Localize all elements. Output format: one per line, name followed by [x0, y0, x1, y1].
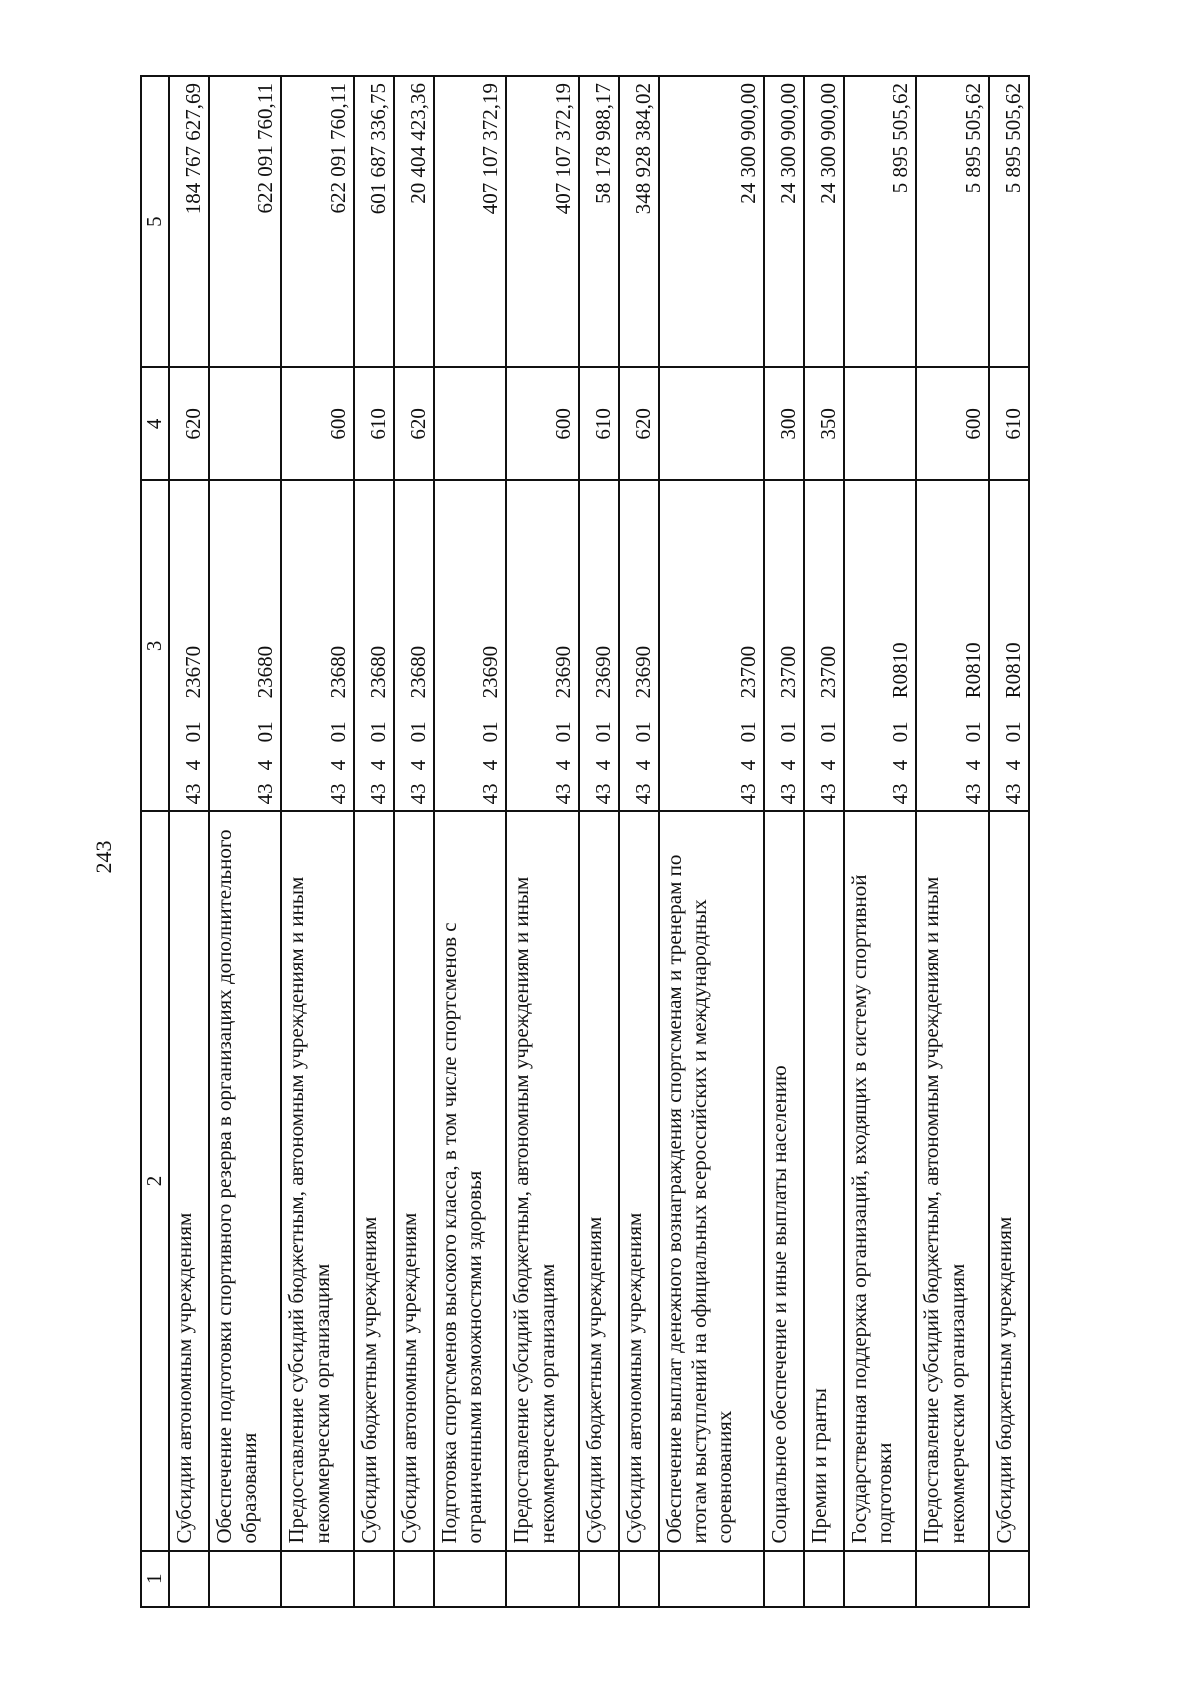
code-part: 4: [775, 759, 800, 771]
row-expense-type-cell: 600: [281, 367, 353, 480]
row-code-cell: [169, 480, 209, 811]
table-row: [506, 76, 578, 1607]
row-expense-type-cell: 600: [916, 367, 988, 480]
table-row: [804, 76, 844, 1607]
row-code-cell: [394, 480, 434, 811]
row-expense-type-cell: [434, 367, 506, 480]
table-row: [579, 76, 619, 1607]
code-part: 01: [405, 721, 430, 743]
code-part: 43: [478, 783, 503, 805]
row-name-cell: Подготовка спортсменов высокого класса, в том числе спортсменов с ограниченными возможностями здоровья: [434, 811, 506, 1550]
row-code-cell: [354, 480, 394, 811]
row-index-cell: [989, 1551, 1029, 1607]
code-part: 23680: [365, 645, 390, 699]
code-part: 4: [630, 759, 655, 771]
row-index-cell: [209, 1551, 281, 1607]
row-name-cell: Государственная поддержка организаций, входящих в систему спортивной подготовки: [844, 811, 916, 1550]
row-expense-type-cell: 620: [169, 367, 209, 480]
code-part: 43: [325, 783, 350, 805]
code-part: 43: [630, 783, 655, 805]
code-part: 01: [960, 721, 985, 743]
row-expense-type-cell: 610: [989, 367, 1029, 480]
table-row: [281, 76, 353, 1607]
code-part: 43: [180, 783, 205, 805]
code-part: 23700: [735, 645, 760, 699]
code-part: 4: [253, 759, 278, 771]
code-part: 4: [888, 759, 913, 771]
table-row: [659, 76, 764, 1607]
header-col-1: 1: [141, 1551, 169, 1607]
row-code-cell: [506, 480, 578, 811]
row-index-cell: [844, 1551, 916, 1607]
table-row: [916, 76, 988, 1607]
row-code-cell: [281, 480, 353, 811]
page-number: 243: [91, 840, 116, 874]
code-part: 23690: [478, 645, 503, 699]
row-expense-type-cell: 600: [506, 367, 578, 480]
code-part: 23700: [815, 645, 840, 699]
budget-table-container: [140, 75, 1030, 1608]
row-code-cell: [989, 480, 1029, 811]
row-index-cell: [579, 1551, 619, 1607]
row-code-cell: [916, 480, 988, 811]
code-part: 43: [365, 783, 390, 805]
table-row: [434, 76, 506, 1607]
row-index-cell: [434, 1551, 506, 1607]
row-expense-type-cell: 620: [394, 367, 434, 480]
table-row: [169, 76, 209, 1607]
row-index-cell: [354, 1551, 394, 1607]
row-index-cell: [804, 1551, 844, 1607]
row-amount-cell: 5 895 505,62: [916, 76, 988, 367]
code-part: 4: [735, 759, 760, 771]
row-amount-cell: 58 178 988,17: [579, 76, 619, 367]
row-amount-cell: 622 091 760,11: [281, 76, 353, 367]
table-row: [989, 76, 1029, 1607]
row-index-cell: [764, 1551, 804, 1607]
row-name-cell: Субсидии автономным учреждениям: [394, 811, 434, 1550]
code-part: 43: [815, 783, 840, 805]
row-expense-type-cell: 300: [764, 367, 804, 480]
row-name-cell: Субсидии автономным учреждениям: [619, 811, 659, 1550]
code-part: 23680: [405, 645, 430, 699]
code-part: 4: [365, 759, 390, 771]
row-amount-cell: 407 107 372,19: [434, 76, 506, 367]
row-expense-type-cell: 610: [579, 367, 619, 480]
row-code-cell: [434, 480, 506, 811]
code-part: R0810: [960, 642, 985, 699]
code-part: 01: [630, 721, 655, 743]
code-part: 43: [1000, 783, 1025, 805]
row-index-cell: [619, 1551, 659, 1607]
row-code-cell: [764, 480, 804, 811]
code-part: 4: [590, 759, 615, 771]
header-row: [141, 76, 169, 1607]
code-part: 43: [960, 783, 985, 805]
row-name-cell: Субсидии автономным учреждениям: [169, 811, 209, 1550]
code-part: 23690: [630, 645, 655, 699]
code-part: 4: [180, 759, 205, 771]
code-part: 4: [815, 759, 840, 771]
code-part: 4: [478, 759, 503, 771]
table-row: [394, 76, 434, 1607]
code-part: 23690: [550, 645, 575, 699]
table-row: [209, 76, 281, 1607]
row-expense-type-cell: 350: [804, 367, 844, 480]
row-name-cell: Субсидии бюджетным учреждениям: [354, 811, 394, 1550]
row-amount-cell: 184 767 627,69: [169, 76, 209, 367]
row-amount-cell: 5 895 505,62: [844, 76, 916, 367]
row-index-cell: [281, 1551, 353, 1607]
code-part: R0810: [1000, 642, 1025, 699]
code-part: 43: [405, 783, 430, 805]
row-index-cell: [169, 1551, 209, 1607]
header-col-3: 3: [141, 480, 169, 811]
row-code-cell: [619, 480, 659, 811]
code-part: 23700: [775, 645, 800, 699]
code-part: 01: [735, 721, 760, 743]
code-part: 43: [253, 783, 278, 805]
row-amount-cell: 348 928 384,02: [619, 76, 659, 367]
code-part: 43: [735, 783, 760, 805]
code-part: 43: [550, 783, 575, 805]
header-col-5: 5: [141, 76, 169, 367]
code-part: 01: [325, 721, 350, 743]
code-part: 01: [775, 721, 800, 743]
code-part: 01: [253, 721, 278, 743]
header-col-2: 2: [141, 811, 169, 1550]
row-name-cell: Субсидии бюджетным учреждениям: [579, 811, 619, 1550]
row-code-cell: [804, 480, 844, 811]
code-part: 4: [1000, 759, 1025, 771]
row-name-cell: Предоставление субсидий бюджетным, автономным учреждениям и иным некоммерческим организациям: [916, 811, 988, 1550]
row-amount-cell: 5 895 505,62: [989, 76, 1029, 367]
row-expense-type-cell: 620: [619, 367, 659, 480]
row-index-cell: [506, 1551, 578, 1607]
row-amount-cell: 24 300 900,00: [764, 76, 804, 367]
code-part: 4: [550, 759, 575, 771]
code-part: 01: [180, 721, 205, 743]
row-expense-type-cell: 610: [354, 367, 394, 480]
row-code-cell: [659, 480, 764, 811]
code-part: R0810: [888, 642, 913, 699]
code-part: 4: [405, 759, 430, 771]
row-expense-type-cell: [844, 367, 916, 480]
row-index-cell: [659, 1551, 764, 1607]
row-name-cell: Социальное обеспечение и иные выплаты населению: [764, 811, 804, 1550]
row-amount-cell: 20 404 423,36: [394, 76, 434, 367]
row-expense-type-cell: [659, 367, 764, 480]
code-part: 01: [590, 721, 615, 743]
code-part: 01: [1000, 721, 1025, 743]
code-part: 23680: [253, 645, 278, 699]
row-index-cell: [394, 1551, 434, 1607]
row-amount-cell: 407 107 372,19: [506, 76, 578, 367]
code-part: 01: [888, 721, 913, 743]
row-amount-cell: 24 300 900,00: [804, 76, 844, 367]
row-code-cell: [209, 480, 281, 811]
code-part: 23680: [325, 645, 350, 699]
table-row: [844, 76, 916, 1607]
code-part: 01: [478, 721, 503, 743]
code-part: 23690: [590, 645, 615, 699]
row-expense-type-cell: [209, 367, 281, 480]
code-part: 01: [365, 721, 390, 743]
code-part: 01: [550, 721, 575, 743]
code-part: 4: [325, 759, 350, 771]
code-part: 23670: [180, 645, 205, 699]
row-name-cell: Обеспечение выплат денежного вознаграждения спортсменам и тренерам по итогам выступлений на официальных всероссийских и международных соревнованиях: [659, 811, 764, 1550]
budget-table: [140, 75, 1030, 1608]
row-name-cell: Предоставление субсидий бюджетным, автономным учреждениям и иным некоммерческим организациям: [281, 811, 353, 1550]
row-name-cell: Предоставление субсидий бюджетным, автономным учреждениям и иным некоммерческим организациям: [506, 811, 578, 1550]
table-row: [354, 76, 394, 1607]
table-row: [619, 76, 659, 1607]
row-index-cell: [916, 1551, 988, 1607]
code-part: 01: [815, 721, 840, 743]
row-name-cell: Обеспечение подготовки спортивного резерва в организациях дополнительного образования: [209, 811, 281, 1550]
row-code-cell: [579, 480, 619, 811]
code-part: 43: [590, 783, 615, 805]
header-col-4: 4: [141, 367, 169, 480]
code-part: 43: [888, 783, 913, 805]
row-name-cell: Премии и гранты: [804, 811, 844, 1550]
row-amount-cell: 601 687 336,75: [354, 76, 394, 367]
row-amount-cell: 24 300 900,00: [659, 76, 764, 367]
row-code-cell: [844, 480, 916, 811]
table-row: [764, 76, 804, 1607]
code-part: 4: [960, 759, 985, 771]
row-name-cell: Субсидии бюджетным учреждениям: [989, 811, 1029, 1550]
row-amount-cell: 622 091 760,11: [209, 76, 281, 367]
code-part: 43: [775, 783, 800, 805]
